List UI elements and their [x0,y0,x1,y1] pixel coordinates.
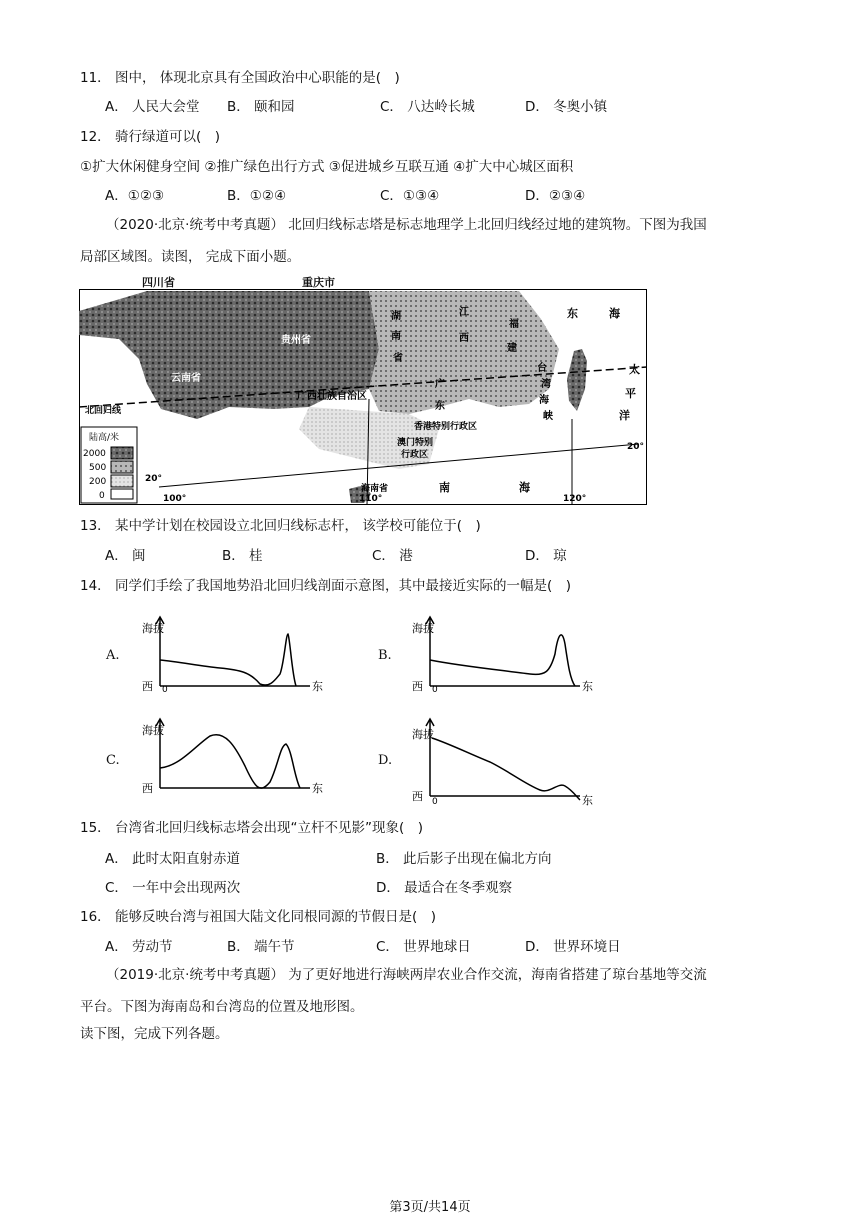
label-xia: 峡 [543,411,553,422]
q13-option-c: C． 港 [372,548,413,564]
legend-value: 200 [89,477,107,487]
label-tropic: 北回归线 [85,406,122,416]
legend-swatch-0 [111,489,133,499]
label-sheng: 省 [393,353,403,364]
label-tai: 台 [537,363,547,374]
legend-value: 2000 [83,449,106,459]
q16-option-b: B． 端午节 [227,939,295,955]
profile-c-west: 西 [142,782,153,795]
q14-label-a: A. [106,648,120,663]
q14-label-d: D. [378,753,393,768]
profile-c-axis: 海拔 [142,724,164,737]
label-east-sea-1: 东 [567,307,578,320]
legend-swatch-500 [111,461,133,473]
q15-option-c: C． 一年中会出现两次 [105,880,241,896]
q13-option-d: D． 琼 [525,548,567,564]
label-south-sea-2: 海 [519,481,530,494]
q15-option-d: D． 最适合在冬季观察 [376,880,513,896]
profile-b-axis: 海拔 [412,622,434,635]
label-pacific-2: 平 [625,387,636,400]
q12-option-c: C．①③④ [380,188,440,204]
profile-b-origin: 0 [432,685,438,694]
q11-option-d: D． 冬奥小镇 [525,99,608,115]
q12-statements: ①扩大休闲健身空间 ②推广绿色出行方式 ③促进城乡互联互通 ④扩大中心城区面积 [80,159,574,175]
regional-map [79,289,647,505]
label-east-sea-2: 海 [609,307,620,320]
q14-label-b: B. [378,648,392,663]
label-hainan: 海南省 [361,484,389,494]
map-label-sichuan: 四川省 [142,276,175,289]
profile-a-curve [160,634,296,686]
profile-b-east: 东 [582,680,593,693]
profile-a-origin: 0 [162,685,168,694]
q16-option-c: C． 世界地球日 [376,939,471,955]
passage1-line2: 局部区域图。读图， 完成下面小题。 [80,249,301,265]
q12-option-a: A．①②③ [105,188,165,204]
passage2-line1: （2019·北京·统考中考真题） 为了更好地进行海峡两岸农业合作交流，海南省搭建了琼台基地等交流 [106,967,707,983]
legend-swatch-2000 [111,447,133,459]
q11-stem: 11． 图中， 体现北京具有全国政治中心职能的是( ) [80,70,400,86]
profile-d-curve [432,738,580,800]
profile-d-origin: 0 [432,797,438,806]
label-lon-120: 120° [563,494,587,504]
q16-option-a: A． 劳动节 [105,939,173,955]
label-dong: 东 [435,401,445,412]
q16-option-d: D． 世界环境日 [525,939,621,955]
q11-option-c: C． 八达岭长城 [380,99,475,115]
label-macau-2: 行政区 [401,450,429,460]
label-pacific-1: 太 [629,363,640,376]
q13-option-a: A． 闽 [105,548,146,564]
profile-c [140,716,330,798]
passage1-line1: （2020·北京·统考中考真题） 北回归线标志塔是标志地理学上北回归线经过地的建筑物。下图为我国 [106,217,707,233]
profile-c-east: 东 [312,782,323,795]
q11-option-a: A． 人民大会堂 [105,99,200,115]
profile-b-curve [430,635,575,686]
profile-d-east: 东 [582,794,593,806]
label-lat-20-west: 20° [145,474,163,484]
label-lon-100: 100° [163,494,187,504]
profile-a [140,614,330,694]
legend-value: 500 [89,463,107,473]
label-jiang: 江 [459,307,469,318]
page-footer: 第3页/共14页 [389,1200,471,1215]
profile-b [410,614,600,694]
q12-option-d: D．②③④ [525,188,586,204]
passage2-line3: 读下图，完成下列各题。 [80,1026,229,1042]
legend-swatch-200 [111,475,133,487]
profile-b-west: 西 [412,680,423,693]
label-pacific-3: 洋 [619,409,630,422]
label-guangxi: 广西壮族自治区 [297,391,367,402]
q13-stem: 13． 某中学计划在校园设立北回归线标志杆， 该学校可能位于( ) [80,518,481,534]
label-hu: 湖 [391,311,401,322]
label-wan: 湾 [541,379,551,390]
legend-title: 陆高/米 [89,433,120,443]
q11-option-b: B． 颐和园 [227,99,295,115]
q16-stem: 16． 能够反映台湾与祖国大陆文化同根同源的节假日是( ) [80,909,437,925]
q12-option-b: B．①②④ [227,188,287,204]
label-macau-1: 澳门特别 [397,438,434,448]
q14-label-c: C. [106,753,120,768]
label-guang: 广 [435,379,445,390]
label-south-sea-1: 南 [439,481,450,494]
profile-c-curve [160,735,300,788]
label-hai: 海 [539,395,549,406]
q15-option-a: A． 此时太阳直射赤道 [105,851,241,867]
profile-d-west: 西 [412,790,423,803]
q13-option-b: B． 桂 [222,548,263,564]
profile-d-axis: 海拔 [412,728,434,741]
label-jian: 建 [507,343,517,354]
label-xi: 西 [459,333,469,344]
profile-a-east: 东 [312,680,323,693]
passage2-line2: 平台。下图为海南岛和台湾岛的位置及地形图。 [80,999,364,1015]
q14-stem: 14． 同学们手绘了我国地势沿北回归线剖面示意图，其中最接近实际的一幅是( ) [80,578,572,594]
label-yunnan: 云南省 [171,373,201,384]
label-fu: 福 [509,319,519,330]
q12-stem: 12． 骑行绿道可以( ) [80,129,221,145]
label-guizhou: 贵州省 [281,335,311,346]
profile-d [410,716,600,806]
label-lat-20-east: 20° [627,442,645,452]
label-nan: 南 [391,331,401,342]
profile-a-west: 西 [142,680,153,693]
label-lon-110: 110° [359,494,383,504]
q15-stem: 15． 台湾省北回归线标志塔会出现“立杆不见影”现象( ) [80,820,423,836]
q15-option-b: B． 此后影子出现在偏北方向 [376,851,552,867]
map-label-chongqing: 重庆市 [302,276,335,289]
label-hongkong: 香港特别行政区 [414,422,478,432]
profile-a-axis: 海拔 [142,622,164,635]
legend-value: 0 [99,491,105,501]
